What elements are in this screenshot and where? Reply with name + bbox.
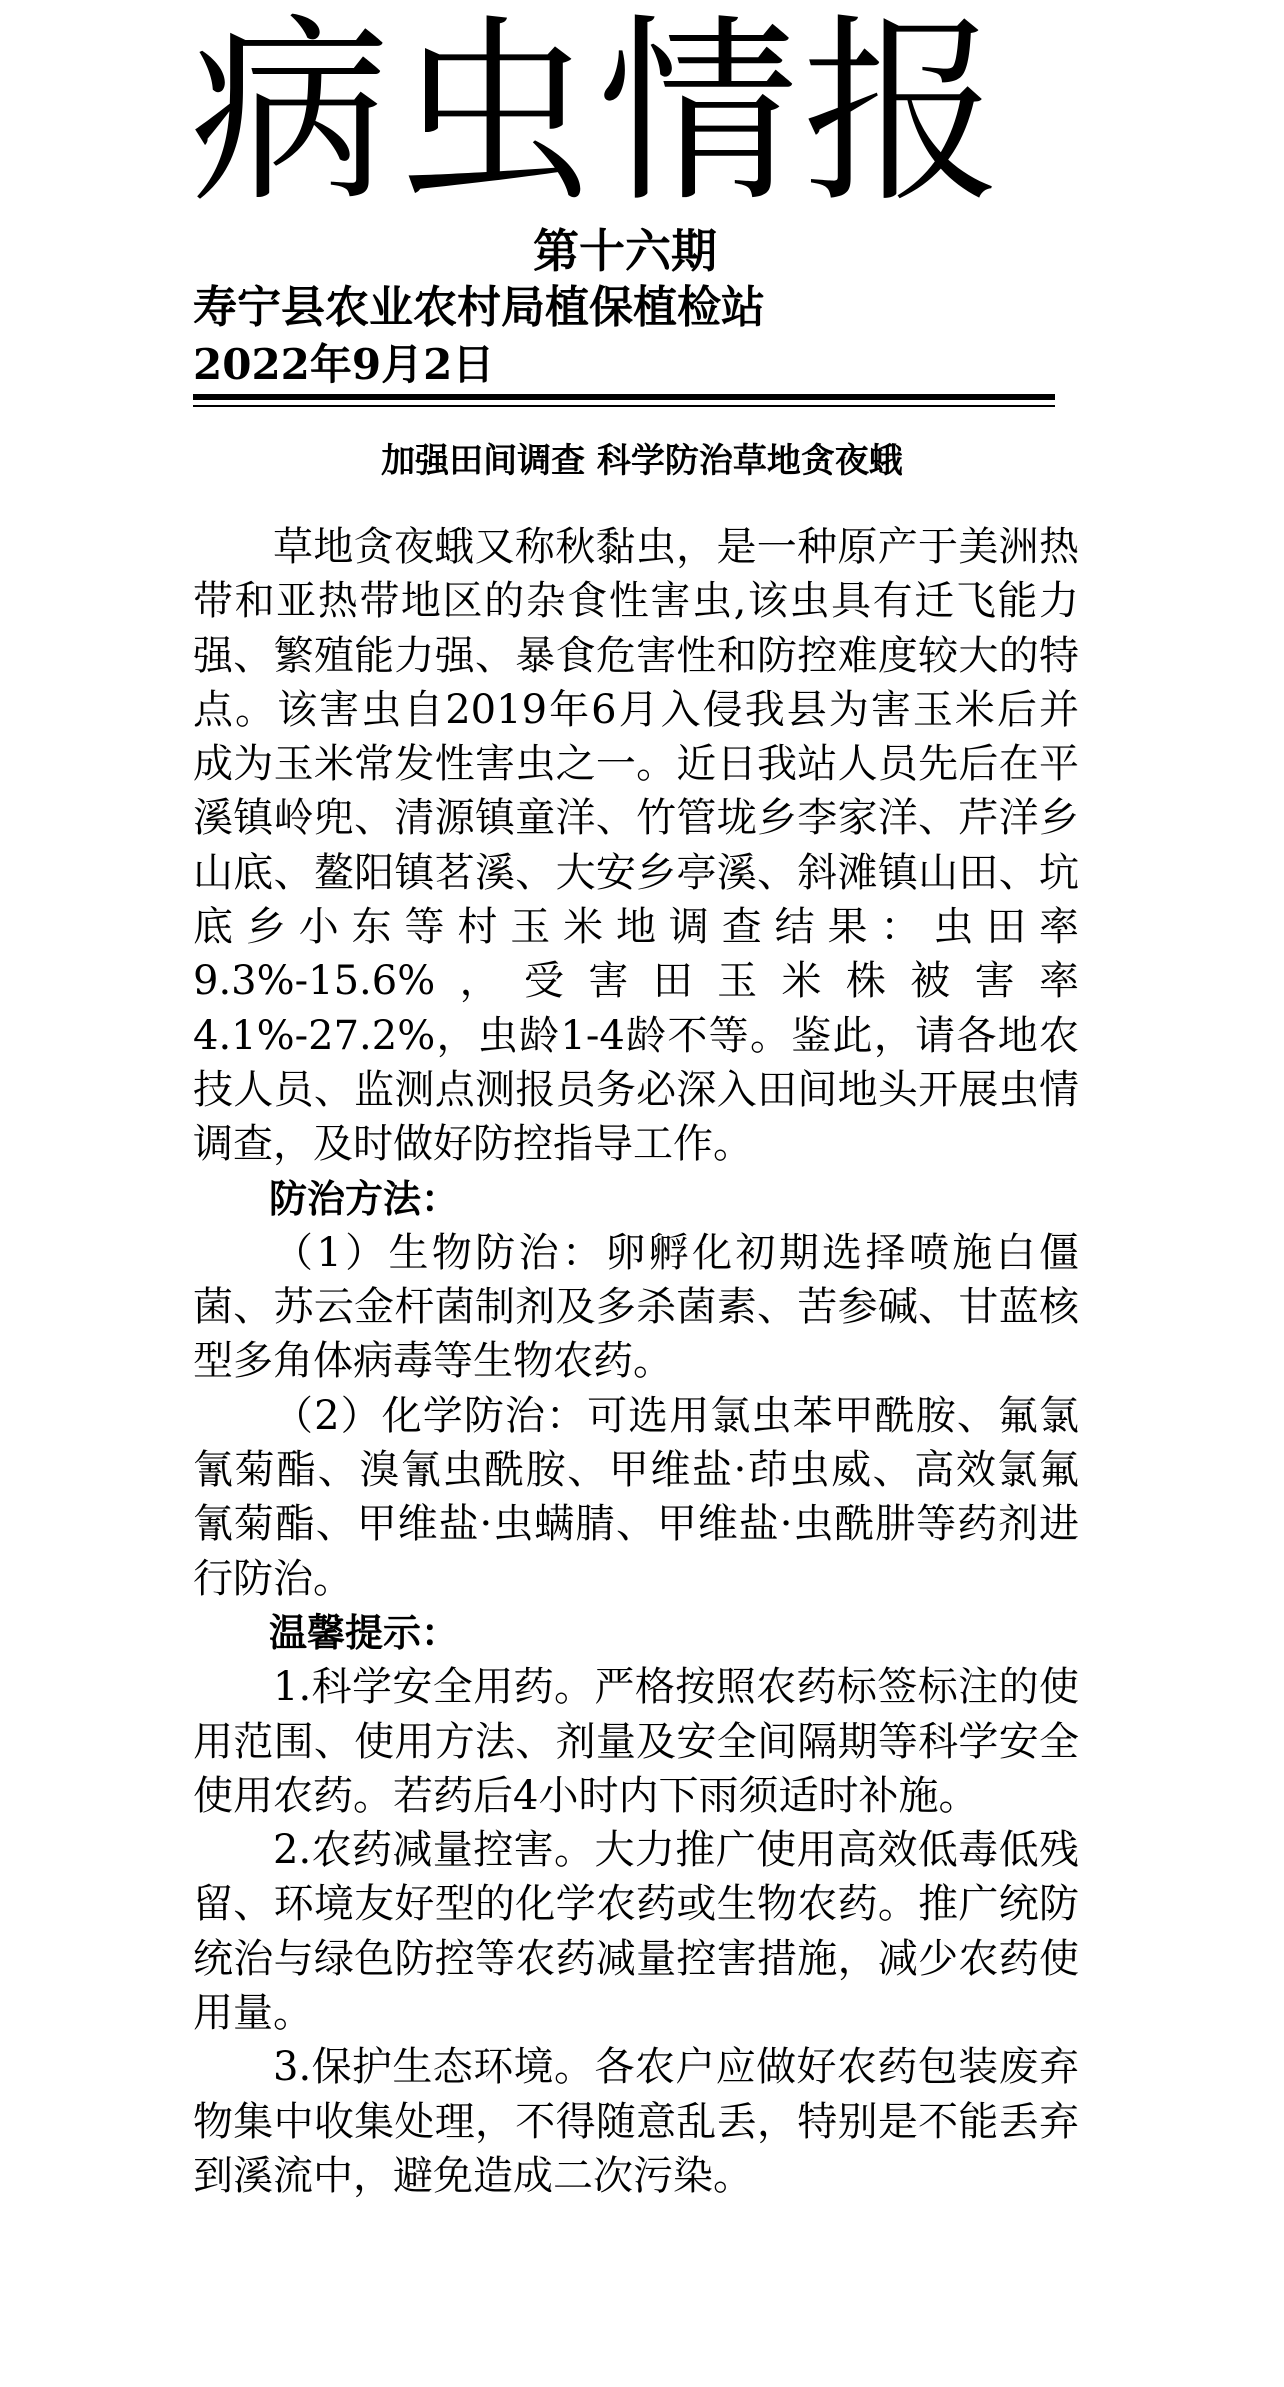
tips-heading: 温馨提示： (269, 1610, 460, 1655)
header-rule-thin (193, 405, 1055, 407)
masthead-title: 病虫情报 (190, 0, 1007, 230)
methods-heading: 防治方法： (269, 1176, 460, 1221)
issue-number: 第十六期 (533, 224, 717, 278)
method-biological: （1）生物防治：卵孵化初期选择喷施白僵菌、苏云金杆菌制剂及多杀菌素、苦参碱、甘蓝核型多角体病毒等生物农药。 (193, 1229, 1079, 1385)
method-chemical: （2）化学防治：可选用氯虫苯甲酰胺、氟氯氰菊酯、溴氰虫酰胺、甲维盐·茚虫威、高效氯氟氰菊酯、甲维盐·虫螨腈、甲维盐·虫酰肼等药剂进行防治。 (193, 1392, 1079, 1602)
header-rule-thick (193, 394, 1055, 400)
article-body (193, 520, 1079, 2203)
intro-paragraph: 草地贪夜蛾又称秋黏虫，是一种原产于美洲热带和亚热带地区的杂食性害虫,该虫具有迁飞能力强、繁殖能力强、暴食危害性和防控难度较大的特点。该害虫自2019年6月入侵我县为害玉米后并成为玉米常发性害虫之一。近日我站人员先后在平溪镇岭兜、清源镇童洋、竹管垅乡李家洋、芹洋乡山底、鳌阳镇茗溪、大安乡亭溪、斜滩镇山田、坑底乡小东等村玉米地调查结果：虫田率9.3%-15.6%，受害田玉米株被害率4.1%-27.2%，虫龄1-4龄不等。鉴此，请各地农技人员、监测点测报员务必深入田间地头开展虫情调查，及时做好防控指导工作。 (193, 524, 1079, 1168)
tip-reduce-pesticide: 2.农药减量控害。大力推广使用高效低毒低残留、环境友好型的化学农药或生物农药。推广统防统治与绿色防控等农药减量控害措施，减少农药使用量。 (193, 1827, 1079, 2037)
article-headline: 加强田间调查 科学防治草地贪夜蛾 (381, 441, 903, 481)
tip-safe-use: 1.科学安全用药。严格按照农药标签标注的使用范围、使用方法、剂量及安全间隔期等科学安全使用农药。若药后4小时内下雨须适时补施。 (193, 1664, 1079, 1819)
tip-protect-environment: 3.保护生态环境。各农户应做好农药包装废弃物集中收集处理，不得随意乱丢，特别是不能丢弃到溪流中，避免造成二次污染。 (193, 2044, 1079, 2199)
publish-date: 2022年9月2日 (193, 340, 495, 389)
publisher: 寿宁县农业农村局植保植检站 (193, 282, 765, 333)
